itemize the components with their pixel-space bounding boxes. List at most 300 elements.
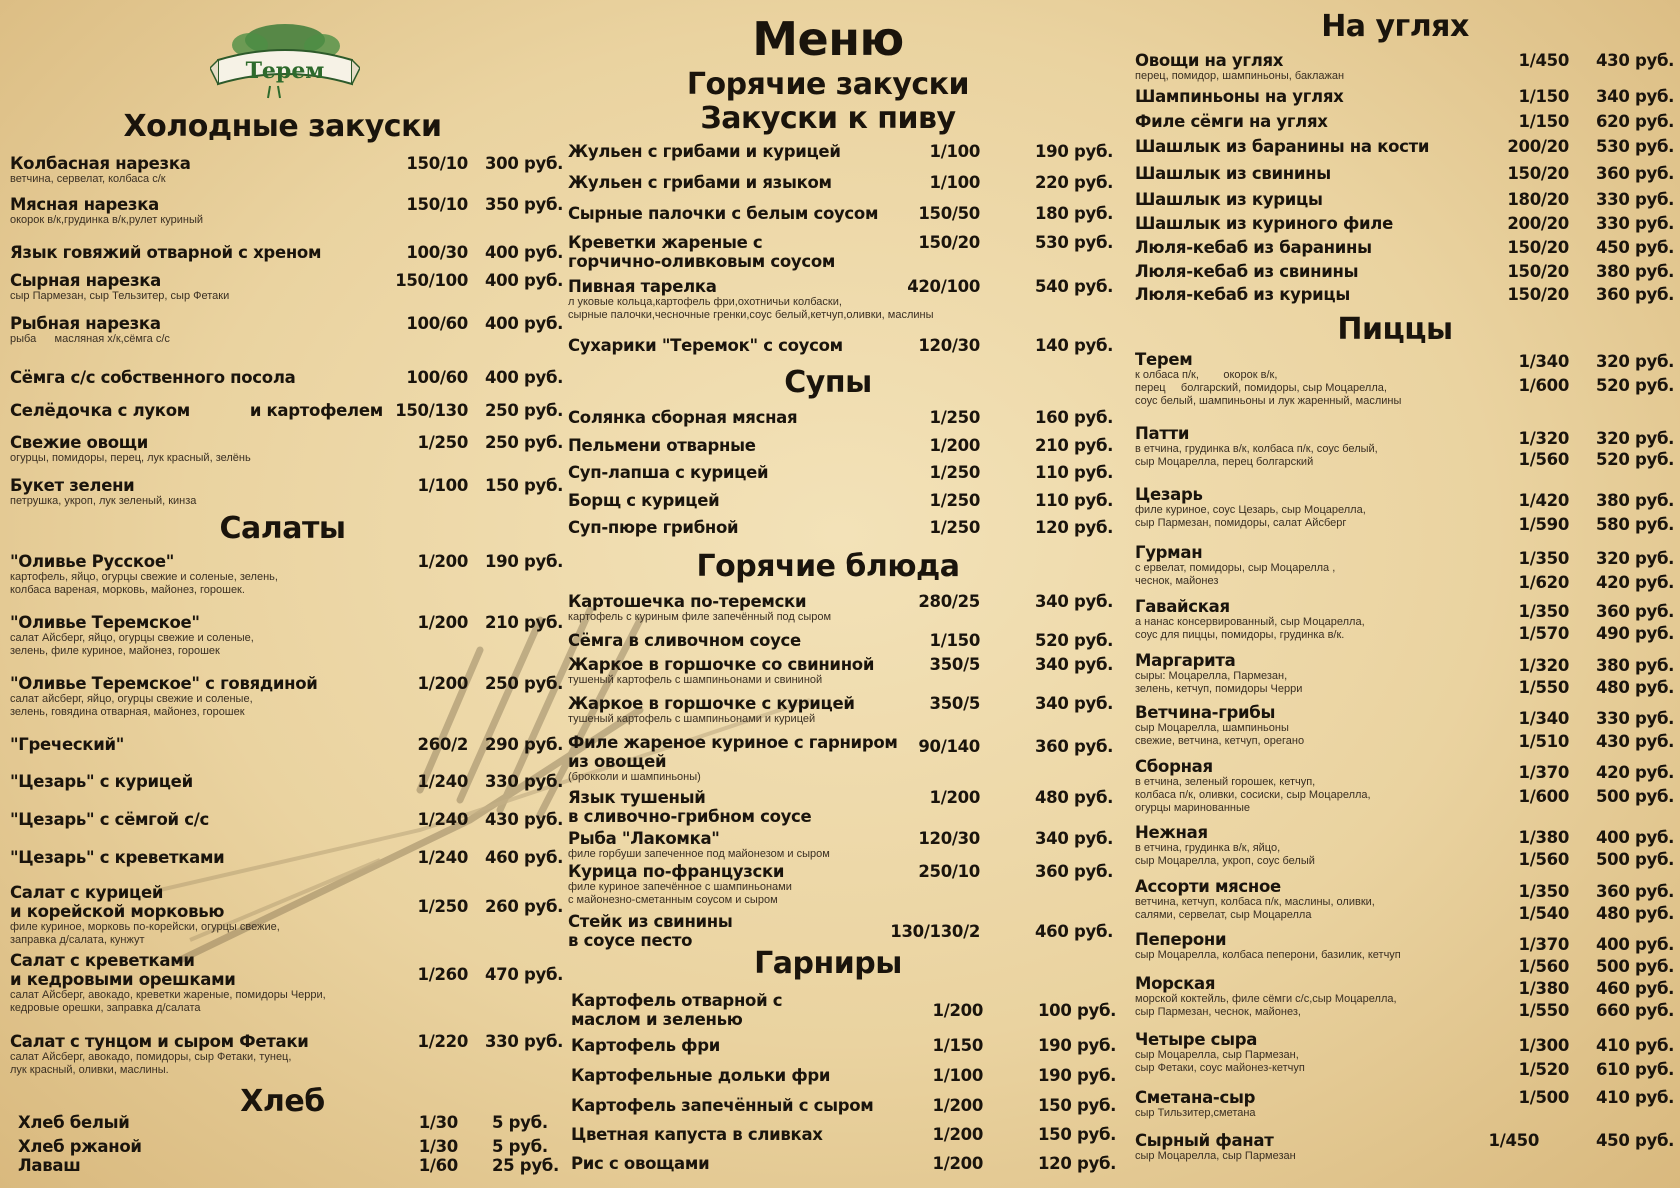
item-price: 400 руб. — [485, 368, 564, 387]
item-name: Салат с креветками и кедровыми орешками — [10, 951, 236, 989]
menu-item — [1135, 350, 1675, 408]
item-weight: 1/100 — [932, 1066, 983, 1085]
item-name: Жаркое в горшочке с курицей — [568, 694, 855, 713]
bread-title: Хлеб — [240, 1084, 325, 1119]
hot-dishes-title: Горячие блюда — [696, 549, 960, 584]
menu-item — [10, 368, 564, 387]
item-name: Морская — [1135, 974, 1216, 993]
menu-item — [1135, 974, 1675, 1020]
item-price: 25 руб. — [492, 1156, 559, 1175]
item-desc: салат Айсберг, яйцо, огурцы свежие и соленые, зелень, филе куриное, майонез, горошек — [10, 632, 254, 657]
menu-item — [10, 951, 564, 1015]
item-price: 300 руб. — [485, 154, 564, 173]
item-weight: 150/100 — [395, 271, 468, 290]
item-weight: 1/200 — [417, 552, 468, 571]
item-weight: 1/380 1/560 — [1518, 828, 1569, 869]
item-price: 460 руб. 660 руб. — [1596, 979, 1675, 1020]
item-name: Четыре сыра — [1135, 1030, 1258, 1049]
item-weight: 150/20 — [918, 233, 980, 252]
item-weight: 150/130 — [395, 401, 468, 420]
menu-item — [18, 1137, 555, 1156]
item-weight: 1/420 1/590 — [1518, 491, 1569, 534]
item-price: 150 руб. — [1038, 1125, 1117, 1144]
item-price: 400 руб. 500 руб. — [1596, 828, 1675, 869]
menu-item — [1135, 757, 1675, 815]
item-price: 450 руб. — [1596, 1131, 1675, 1150]
menu-item — [10, 433, 564, 465]
item-weight: 1/250 — [929, 463, 980, 482]
item-price: 530 руб. — [1035, 233, 1114, 252]
item-desc: салат айсберг, яйцо, огурцы свежие и соленые, зелень, говядина отварная, майонез, горошек — [10, 693, 253, 718]
item-desc: огурцы, помидоры, перец, лук красный, зелёнь — [10, 452, 251, 464]
menu-item — [571, 1066, 1117, 1085]
item-desc: морской коктейль, филе сёмги с/с,сыр Моцарелла, сыр Пармезан, чеснок, майонез, — [1135, 993, 1397, 1018]
item-name: Суп-лапша с курицей — [568, 463, 769, 482]
item-name: Жульен с грибами и языком — [568, 173, 832, 192]
menu-item — [1135, 1088, 1675, 1120]
item-weight: 1/250 — [929, 408, 980, 427]
item-weight: 1/100 — [929, 173, 980, 192]
item-name: Рыбная нарезка — [10, 314, 161, 333]
item-weight: 1/200 — [929, 788, 980, 807]
hot-snacks-title: Горячие закуски — [686, 67, 970, 102]
item-name: Картошечка по-теремски — [568, 592, 807, 611]
item-weight: 1/150 — [1518, 112, 1569, 131]
item-name: "Оливье Теремское" — [10, 613, 200, 632]
menu-item — [10, 772, 564, 791]
menu-item — [571, 991, 1117, 1029]
item-weight: 1/250 — [417, 433, 468, 452]
menu-item — [1135, 238, 1675, 257]
item-name: Свежие овощи — [10, 433, 148, 452]
item-name: Хлеб белый — [18, 1113, 130, 1132]
item-weight: 1/30 — [418, 1137, 458, 1156]
menu-item — [568, 829, 1114, 861]
item-desc: к олбаса п/к, окорок в/к, перец болгарский, помидоры, сыр Моцарелла, соус белый, шампиньоны и лук жаренный, маслины — [1135, 369, 1402, 407]
item-price: 340 руб. — [1035, 655, 1114, 674]
item-name: "Оливье Русское" — [10, 552, 175, 571]
menu-item — [1135, 930, 1675, 976]
item-weight: 1/370 1/600 — [1518, 763, 1569, 806]
item-desc: салат Айсберг, авокадо, помидоры, сыр Фетаки, тунец, лук красный, оливки, маслины. — [10, 1051, 292, 1076]
menu-item — [10, 154, 564, 186]
item-price: 190 руб. — [1038, 1066, 1117, 1085]
item-name: Сырная нарезка — [10, 271, 161, 290]
item-price: 360 руб. — [1596, 285, 1675, 304]
menu-item — [1135, 424, 1675, 469]
item-weight: 1/150 — [1518, 87, 1569, 106]
item-price: 5 руб. — [492, 1113, 548, 1132]
beer-snacks-title: Закуски к пиву — [700, 101, 956, 136]
item-name: Борщ с курицей — [568, 491, 720, 510]
item-weight: 1/260 — [417, 965, 468, 984]
item-price: 420 руб. 500 руб. — [1596, 763, 1675, 806]
item-desc: окорок в/к,грудинка в/к,рулет куриный — [10, 214, 204, 226]
item-price: 410 руб. — [1596, 1088, 1675, 1107]
item-price: 160 руб. — [1035, 408, 1114, 427]
menu-item — [10, 243, 564, 262]
menu-item — [568, 631, 1114, 650]
menu-item — [568, 233, 1114, 271]
item-price: 250 руб. — [485, 674, 564, 693]
item-desc: сыр Тильзитер,сметана — [1135, 1107, 1256, 1119]
item-price: 120 руб. — [1035, 518, 1114, 537]
item-price: 340 руб. — [1035, 829, 1114, 848]
menu-item — [10, 848, 564, 867]
menu-item — [568, 788, 1114, 826]
item-price: 330 руб. 430 руб. — [1596, 709, 1675, 751]
item-weight: 350/5 — [929, 694, 980, 713]
item-name: Мясная нарезка — [10, 195, 159, 214]
item-name: Картофельные дольки фри — [571, 1066, 831, 1085]
item-desc: петрушка, укроп, лук зеленый, кинза — [10, 495, 197, 507]
menu-item — [571, 1154, 1117, 1173]
item-price: 350 руб. — [485, 195, 564, 214]
item-name: Филе сёмги на углях — [1135, 112, 1328, 131]
item-weight: 130/130/2 — [890, 922, 980, 941]
item-weight: 1/340 1/510 — [1518, 709, 1569, 751]
item-name: Сметана-сыр — [1135, 1088, 1256, 1107]
item-price: 400 руб. — [485, 314, 564, 333]
item-price: 480 руб. — [1035, 788, 1114, 807]
menu-item — [568, 491, 1114, 510]
item-weight: 260/2 — [417, 735, 468, 754]
item-desc: рыба масляная х/к,сёмга с/с — [10, 333, 170, 345]
salads-title: Салаты — [219, 511, 346, 546]
item-weight: 1/150 — [932, 1036, 983, 1055]
item-price: 290 руб. — [485, 735, 564, 754]
item-weight: 150/10 — [406, 154, 468, 173]
item-name: Люля-кебаб из свинины — [1135, 262, 1359, 281]
pizza-title: Пиццы — [1337, 312, 1453, 347]
item-weight: 1/200 — [417, 613, 468, 632]
menu-item — [568, 655, 1114, 687]
item-desc: с ервелат, помидоры, сыр Моцарелла , чеснок, майонез — [1135, 562, 1336, 587]
item-price: 110 руб. — [1035, 491, 1114, 510]
item-desc: в етчина, грудинка в/к, яйцо, сыр Моцарелла, укроп, соус белый — [1135, 842, 1315, 867]
item-weight: 200/20 — [1507, 214, 1569, 233]
item-weight: 200/20 — [1507, 137, 1569, 156]
item-weight: 250/10 — [918, 862, 980, 881]
item-weight: 1/200 — [929, 436, 980, 455]
item-weight: 1/60 — [418, 1156, 458, 1175]
item-name: "Оливье Теремское" с говядиной — [10, 674, 318, 693]
menu-item — [1135, 485, 1675, 534]
item-name: Сырные палочки с белым соусом — [568, 204, 879, 223]
item-desc: перец, помидор, шампиньоны, баклажан — [1135, 70, 1345, 82]
item-price: 140 руб. — [1035, 336, 1114, 355]
item-price: 330 руб. — [1596, 214, 1675, 233]
grill-title: На углях — [1321, 9, 1469, 44]
item-name: Картофель запечённый с сыром — [571, 1096, 874, 1115]
item-name: Рыба "Лакомка" — [568, 829, 720, 848]
menu-item — [1135, 262, 1675, 281]
item-weight: 1/250 — [929, 491, 980, 510]
menu-item — [568, 463, 1114, 482]
item-price: 180 руб. — [1035, 204, 1114, 223]
menu-item — [10, 1032, 564, 1077]
menu-item — [568, 694, 1114, 726]
item-weight: 1/240 — [417, 810, 468, 829]
menu-item — [10, 552, 564, 597]
menu-item — [10, 810, 564, 829]
item-price: 400 руб. 500 руб. — [1596, 935, 1675, 976]
item-name: Жаркое в горшочке со свининой — [568, 655, 875, 674]
item-desc: сыр Моцарелла, сыр Пармезан, сыр Фетаки, соус майонез-кетчуп — [1135, 1049, 1305, 1074]
item-price: 250 руб. — [485, 433, 564, 452]
item-weight: 1/150 — [929, 631, 980, 650]
menu-item — [10, 401, 564, 420]
item-name: Овощи на углях — [1135, 51, 1284, 70]
menu-item — [1135, 877, 1675, 923]
item-weight: 150/20 — [1507, 262, 1569, 281]
item-weight: 150/20 — [1507, 285, 1569, 304]
item-name: Люля-кебаб из баранины — [1135, 238, 1372, 257]
item-weight: 1/450 — [1518, 51, 1569, 70]
item-name: Шашлык из свинины — [1135, 164, 1331, 183]
menu-item — [1135, 137, 1675, 156]
menu-item — [568, 408, 1114, 427]
item-weight: 180/20 — [1507, 190, 1569, 209]
item-weight: 1/380 1/550 — [1518, 979, 1569, 1020]
garnish-title: Гарниры — [754, 946, 902, 981]
menu-item — [1135, 703, 1675, 751]
svg-text:Терем: Терем — [245, 58, 325, 84]
item-name: "Цезарь" с курицей — [10, 772, 193, 791]
item-price: 340 руб. — [1035, 694, 1114, 713]
item-price: 190 руб. — [1038, 1036, 1117, 1055]
item-name: Патти — [1135, 424, 1190, 443]
item-price: 460 руб. — [1035, 922, 1114, 941]
item-name: Салат с курицей и корейской морковью — [10, 883, 225, 921]
item-weight: 1/450 — [1488, 1131, 1539, 1150]
menu-item — [1135, 51, 1675, 83]
item-price: 320 руб. 520 руб. — [1596, 429, 1675, 469]
item-price: 150 руб. — [485, 476, 564, 495]
item-desc: (брокколи и шампиньоны) — [568, 771, 701, 783]
item-name: Букет зелени — [10, 476, 135, 495]
item-price: 210 руб. — [485, 613, 564, 632]
item-weight: 1/340 1/600 — [1518, 352, 1569, 395]
item-weight: 1/200 — [932, 1154, 983, 1173]
item-weight: 1/30 — [418, 1113, 458, 1132]
item-name: "Греческий" — [10, 735, 125, 754]
item-name: Ассорти мясное — [1135, 877, 1281, 896]
item-price: 260 руб. — [485, 897, 564, 916]
item-weight: 150/20 — [1507, 238, 1569, 257]
item-price: 190 руб. — [1035, 142, 1114, 161]
menu-item — [10, 883, 564, 947]
item-name: Солянка сборная мясная — [568, 408, 798, 427]
menu-item — [1135, 112, 1675, 131]
menu-item — [571, 1125, 1117, 1144]
menu-item — [1135, 543, 1675, 592]
menu-item — [568, 912, 1114, 950]
item-name: Рис с овощами — [571, 1154, 710, 1173]
item-name: Гурман — [1135, 543, 1203, 562]
item-name: Жульен с грибами и курицей — [568, 142, 841, 161]
menu-item — [571, 1096, 1117, 1115]
item-price: 330 руб. — [485, 772, 564, 791]
menu-item — [568, 173, 1114, 192]
item-name: Терем — [1135, 350, 1193, 369]
menu-item — [1135, 597, 1675, 643]
item-price: 120 руб. — [1038, 1154, 1117, 1173]
menu-item — [1135, 164, 1675, 183]
item-price: 470 руб. — [485, 965, 564, 984]
item-weight: 150/20 — [1507, 164, 1569, 183]
item-price: 330 руб. — [485, 1032, 564, 1051]
item-weight: 90/140 — [918, 737, 980, 756]
item-price: 360 руб. 490 руб. — [1596, 602, 1675, 643]
item-name: Нежная — [1135, 823, 1208, 842]
menu-item — [10, 613, 564, 658]
item-price: 340 руб. — [1596, 87, 1675, 106]
item-weight: 1/350 1/540 — [1518, 882, 1569, 923]
item-desc: ветчина, сервелат, колбаса с/к — [10, 173, 166, 185]
item-price: 620 руб. — [1596, 112, 1675, 131]
item-weight: 100/60 — [406, 314, 468, 333]
item-price: 340 руб. — [1035, 592, 1114, 611]
item-price: 410 руб. 610 руб. — [1596, 1036, 1675, 1079]
item-weight: 120/30 — [918, 336, 980, 355]
menu-item — [1135, 190, 1675, 209]
item-weight: 1/320 1/550 — [1518, 656, 1569, 697]
item-desc: сыр Моцарелла, колбаса пеперони, базилик, кетчуп — [1135, 949, 1401, 961]
menu-item — [568, 592, 1114, 624]
menu-item — [10, 735, 564, 754]
item-price: 460 руб. — [485, 848, 564, 867]
item-weight: 100/60 — [406, 368, 468, 387]
item-desc: а нанас консервированный, сыр Моцарелла, соус для пиццы, помидоры, грудинка в/к. — [1135, 616, 1365, 641]
item-price: 360 руб. — [1035, 737, 1114, 756]
item-price: 330 руб. — [1596, 190, 1675, 209]
item-price: 110 руб. — [1035, 463, 1114, 482]
menu-item — [1135, 214, 1675, 233]
item-name: Сёмга в сливочном соусе — [568, 631, 801, 650]
item-desc: сыр Пармезан, сыр Тельзитер, сыр Фетаки — [10, 290, 230, 302]
item-weight: 1/320 1/560 — [1518, 429, 1569, 469]
item-price: 380 руб. 480 руб. — [1596, 656, 1675, 697]
item-desc: картофель с куриным филе запечённый под сыром — [568, 611, 832, 623]
item-name: Ветчина-грибы — [1135, 703, 1276, 722]
item-desc: филе куриное запечённое с шампиньонами с майонезно-сметанным соусом и сыром — [568, 881, 792, 906]
menu-item — [568, 204, 1114, 223]
item-desc: филе куриное, соус Цезарь, сыр Моцарелла, сыр Пармезан, помидоры, салат Айсберг — [1135, 504, 1366, 529]
menu-item — [10, 476, 564, 508]
item-desc: тушеный картофель с шампиньонами и курицей — [568, 713, 816, 725]
item-price: 150 руб. — [1038, 1096, 1117, 1115]
item-weight: 280/25 — [918, 592, 980, 611]
item-price: 450 руб. — [1596, 238, 1675, 257]
item-desc: ветчина, кетчуп, колбаса п/к, маслины, оливки, салями, сервелат, сыр Моцарелла — [1135, 896, 1375, 921]
menu-item — [10, 271, 564, 303]
item-desc: филе куриное, морковь по-корейски, огурцы свежие, заправка д/салата, кунжут — [10, 921, 280, 946]
item-desc: картофель, яйцо, огурцы свежие и соленые, зелень, колбаса вареная, морковь, майонез, горошек. — [10, 571, 278, 596]
menu-item — [1135, 823, 1675, 869]
item-name: Сухарики "Теремок" с соусом — [568, 336, 843, 355]
item-name: Пивная тарелка — [568, 277, 717, 296]
item-weight: 1/200 — [417, 674, 468, 693]
item-weight: 1/300 1/520 — [1518, 1036, 1569, 1079]
item-name: Колбасная нарезка — [10, 154, 191, 173]
item-weight: 1/200 — [932, 1096, 983, 1115]
item-name: Язык тушеный в сливочно-грибном соусе — [568, 788, 812, 826]
item-price: 520 руб. — [1035, 631, 1114, 650]
cold-snacks-title: Холодные закуски — [123, 109, 442, 144]
item-name: Люля-кебаб из курицы — [1135, 285, 1350, 304]
item-name: Пеперони — [1135, 930, 1227, 949]
item-weight: 1/250 — [929, 518, 980, 537]
item-price: 210 руб. — [1035, 436, 1114, 455]
menu-item — [568, 142, 1114, 161]
item-price: 380 руб. — [1596, 262, 1675, 281]
item-desc: сыры: Моцарелла, Пармезан, зелень, кетчуп, помидоры Черри — [1135, 670, 1303, 695]
item-name: Сёмга с/с собственного посола — [10, 368, 296, 387]
menu-item — [10, 674, 564, 719]
menu-item — [10, 195, 564, 227]
item-name: Сборная — [1135, 757, 1213, 776]
menu-title: Меню — [752, 12, 904, 66]
item-desc: в етчина, зеленый горошек, кетчуп, колбаса п/к, оливки, сосиски, сыр Моцарелла, огурцы маринованные — [1135, 776, 1371, 814]
menu-item — [568, 336, 1114, 355]
item-weight: 420/100 — [907, 277, 980, 296]
item-name: Цветная капуста в сливках — [571, 1125, 823, 1144]
item-weight: 1/240 — [417, 848, 468, 867]
item-name: Хлеб ржаной — [18, 1137, 142, 1156]
item-weight: 1/350 1/620 — [1518, 549, 1569, 592]
menu-item — [568, 436, 1114, 455]
item-name: Филе жареное куриное с гарниром из овощей — [568, 733, 898, 771]
menu-item — [571, 1036, 1117, 1055]
item-weight: 1/350 1/570 — [1518, 602, 1569, 643]
item-weight: 1/250 — [417, 897, 468, 916]
menu-item — [568, 518, 1114, 537]
item-weight: 120/30 — [918, 829, 980, 848]
menu-item — [1135, 285, 1675, 304]
item-price: 250 руб. — [485, 401, 564, 420]
item-name: Цезарь — [1135, 485, 1203, 504]
item-price: 320 руб. 520 руб. — [1596, 352, 1675, 395]
item-desc: сыр Моцарелла, сыр Пармезан — [1135, 1150, 1296, 1162]
item-weight: 150/10 — [406, 195, 468, 214]
item-name: Шашлык из баранины на кости — [1135, 137, 1430, 156]
item-price: 380 руб. 580 руб. — [1596, 491, 1675, 534]
item-price: 400 руб. — [485, 271, 564, 290]
item-desc: л уковые кольца,картофель фри,охотничьи колбаски, сырные палочки,чесночные гренки,соус белый,кетчуп,оливки, маслины — [568, 296, 934, 321]
item-price: 360 руб. — [1035, 862, 1114, 881]
menu-item — [10, 314, 564, 346]
item-name: Селёдочка с луком и картофелем — [10, 401, 383, 420]
item-name: Шампиньоны на углях — [1135, 87, 1344, 106]
item-name: Маргарита — [1135, 651, 1236, 670]
item-weight: 1/500 — [1518, 1088, 1569, 1107]
item-price: 190 руб. — [485, 552, 564, 571]
item-name: Сырный фанат — [1135, 1131, 1274, 1150]
item-weight: 1/240 — [417, 772, 468, 791]
item-price: 220 руб. — [1035, 173, 1114, 192]
item-name: Курица по-французски — [568, 862, 785, 881]
item-price: 530 руб. — [1596, 137, 1675, 156]
item-name: Гавайская — [1135, 597, 1230, 616]
item-price: 430 руб. — [485, 810, 564, 829]
item-price: 360 руб. — [1596, 164, 1675, 183]
item-weight: 100/30 — [406, 243, 468, 262]
item-name: Креветки жареные с горчично-оливковым соусом — [568, 233, 836, 271]
item-desc: салат Айсберг, авокадо, креветки жареные, помидоры Черри, кедровые орешки, заправка д/салата — [10, 989, 326, 1014]
menu-item — [1135, 1131, 1675, 1163]
item-price: 400 руб. — [485, 243, 564, 262]
